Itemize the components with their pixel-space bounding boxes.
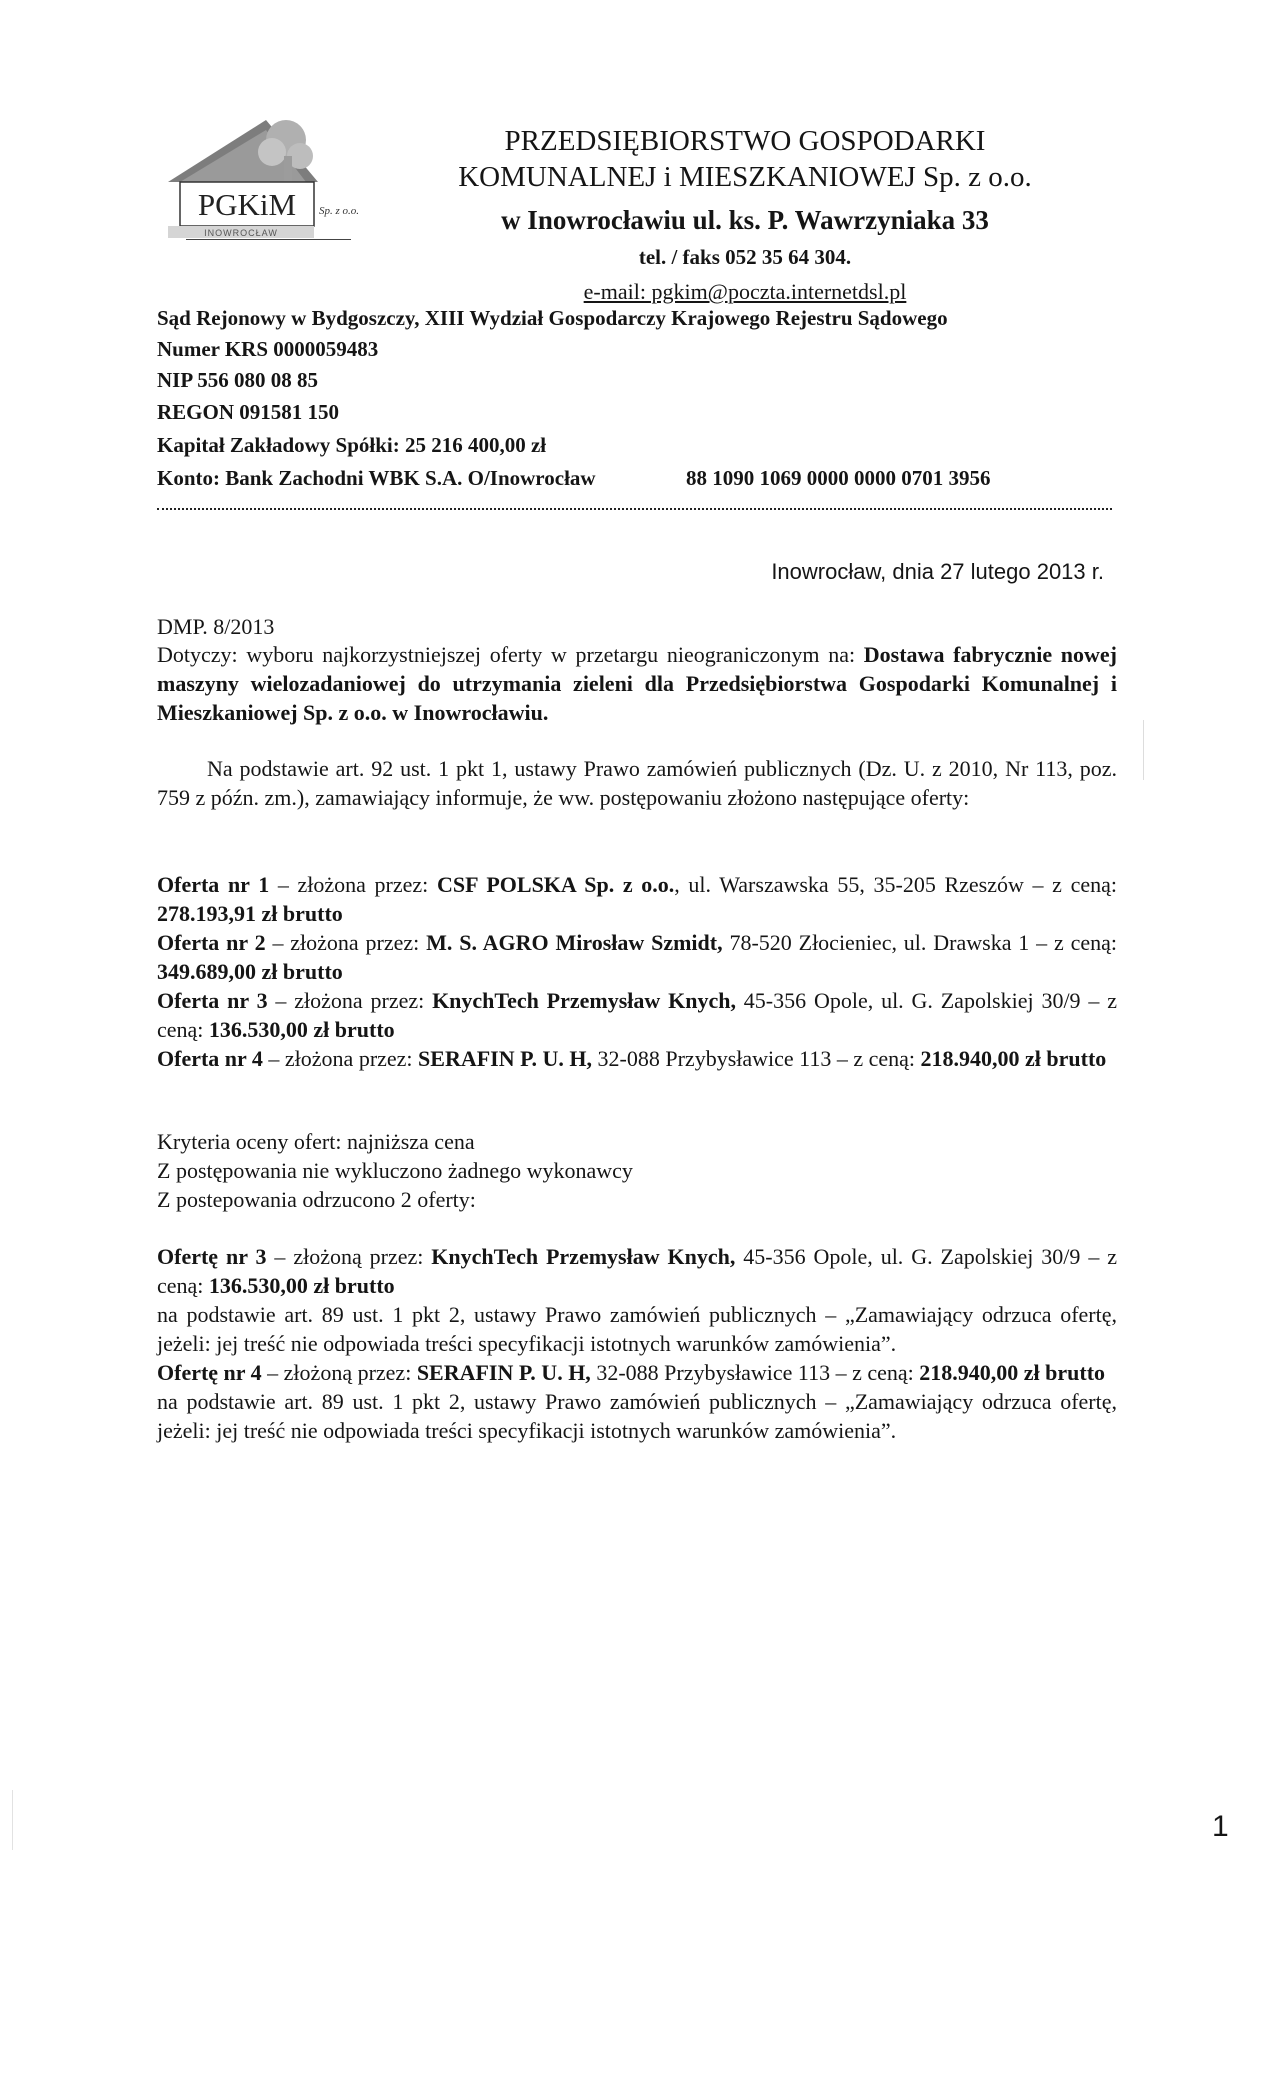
- rejected-by: – złożoną przez:: [266, 1244, 432, 1269]
- document-date: Inowrocław, dnia 27 lutego 2013 r.: [771, 559, 1104, 584]
- offer-label: Oferta nr 1: [157, 872, 270, 897]
- rejection-reason: na podstawie art. 89 ust. 1 pkt 2, ustawy Prawo zamówień publicznych – „Zamawiający odrzuca ofertę, jeżeli: jej treść nie odpowiada treści specyfikacji istotnych warunków zamówienia”.: [157, 1302, 1117, 1356]
- offer-company: M. S. AGRO Mirosław Szmidt,: [426, 930, 723, 955]
- subject-title: Dostawa fabrycznie nowej maszyny wielozadaniowej do utrzymania zieleni dla Przedsiębiorstwa Gospodarki Komunalnej i Mieszkaniowej Sp. z o.o. w Inowrocławiu.: [157, 642, 1117, 725]
- offer-item: [157, 1044, 1117, 1073]
- scan-artifact: [1143, 720, 1144, 780]
- offer-by: – złożona przez:: [267, 988, 433, 1013]
- logo-suffix: Sp. z o.o.: [319, 205, 360, 217]
- intro-text: Na podstawie art. 92 ust. 1 pkt 1, ustawy Prawo zamówień publicznych (Dz. U. z 2010, Nr 113, poz. 759 z późn. zm.), zamawiający informuje, że ww. postępowaniu złożono następujące oferty:: [157, 756, 1117, 810]
- rejection-reason: na podstawie art. 89 ust. 1 pkt 2, ustawy Prawo zamówień publicznych – „Zamawiający odrzuca ofertę, jeżeli: jej treść nie odpowiada treści specyfikacji istotnych warunków zamówienia”.: [157, 1389, 1117, 1443]
- offer-company: SERAFIN P. U. H,: [418, 1046, 593, 1071]
- nip-number: NIP 556 080 08 85: [157, 368, 319, 392]
- dotted-separator: [157, 498, 1112, 510]
- rejected-by: – złożoną przez:: [261, 1360, 417, 1385]
- rejected-offer: [157, 1242, 1117, 1300]
- rejected-company: SERAFIN P. U. H,: [416, 1360, 591, 1385]
- offer-item: [157, 870, 1117, 928]
- offer-company: CSF POLSKA Sp. z o.o.: [436, 872, 675, 897]
- subject-paragraph: [157, 640, 1117, 727]
- rejected-address: 45-356 Opole, ul. G. Zapolskiej 30/9 – z ceną:: [157, 1244, 1117, 1298]
- criteria-line: Kryteria oceny ofert: najniższa cena: [157, 1129, 475, 1154]
- rejected-price: 136.530,00 zł brutto: [208, 1273, 395, 1298]
- document-reference: DMP. 8/2013: [157, 614, 275, 639]
- offer-by: – złożona przez:: [265, 930, 427, 955]
- rejected-label: Ofertę nr 4: [157, 1360, 262, 1385]
- offer-label: Oferta nr 4: [157, 1046, 263, 1071]
- rejected-offer: [157, 1358, 1117, 1387]
- offer-address: 45-356 Opole, ul. G. Zapolskiej 30/9 – z ceną:: [157, 988, 1117, 1042]
- bank-account-label: Konto: Bank Zachodni WBK S.A. O/Inowrocław: [157, 466, 596, 490]
- rejected-address: 32-088 Przybysławice 113 – z ceną:: [590, 1360, 920, 1385]
- logo-text: PGKiM: [197, 187, 297, 222]
- intro-paragraph: [157, 754, 1117, 812]
- company-phone: tel. / faks 052 35 64 304.: [638, 245, 852, 269]
- rejected-label: Ofertę nr 3: [157, 1244, 267, 1269]
- offer-address: 78-520 Złocieniec, ul. Drawska 1 – z ceną:: [722, 930, 1118, 955]
- rejected-price: 218.940,00 zł brutto: [919, 1360, 1106, 1385]
- company-address: w Inowrocławiu ul. ks. P. Wawrzyniaka 33: [501, 205, 989, 235]
- offer-price: 136.530,00 zł brutto: [208, 1017, 395, 1042]
- company-name-line2: KOMUNALNEJ i MIESZKANIOWEJ Sp. z o.o.: [458, 161, 1032, 193]
- bank-account-number: 88 1090 1069 0000 0000 0701 3956: [686, 466, 991, 490]
- logo-graphic: [168, 112, 368, 244]
- offer-company: KnychTech Przemysław Knych,: [432, 988, 736, 1013]
- logo-subtext: INOWROCŁAW: [204, 228, 278, 238]
- company-email-link[interactable]: e-mail: pgkim@poczta.internetdsl.pl: [583, 279, 907, 304]
- offer-price: 218.940,00 zł brutto: [920, 1046, 1107, 1071]
- offer-address: 32-088 Przybysławice 113 – z ceną:: [592, 1046, 921, 1071]
- regon-number: REGON 091581 150: [157, 400, 340, 424]
- share-capital: Kapitał Zakładowy Spółki: 25 216 400,00 zł: [157, 433, 547, 457]
- offer-label: Oferta nr 2: [157, 930, 266, 955]
- offers-list: [157, 870, 1117, 1073]
- court-registry: Sąd Rejonowy w Bydgoszczy, XIII Wydział Gospodarczy Krajowego Rejestru Sądowego: [157, 306, 948, 330]
- criteria-line: Z postepowania odrzucono 2 oferty:: [157, 1187, 476, 1212]
- subject-prefix: Dotyczy: wyboru najkorzystniejszej oferty w przetargu nieograniczonym na:: [157, 642, 864, 667]
- logo-divider: [186, 239, 351, 240]
- page-number: 1: [1212, 1810, 1229, 1843]
- offer-by: – złożona przez:: [262, 1046, 419, 1071]
- offer-label: Oferta nr 3: [157, 988, 268, 1013]
- criteria-line: Z postępowania nie wykluczono żadnego wykonawcy: [157, 1158, 633, 1183]
- company-name-line1: PRZEDSIĘBIORSTWO GOSPODARKI: [504, 125, 986, 157]
- offer-by: – złożona przez:: [269, 872, 437, 897]
- offer-item: [157, 986, 1117, 1044]
- rejected-company: KnychTech Przemysław Knych,: [431, 1244, 736, 1269]
- criteria-section: [157, 1127, 1117, 1214]
- rejected-offers: [157, 1242, 1117, 1445]
- krs-number: Numer KRS 0000059483: [157, 337, 379, 361]
- offer-item: [157, 928, 1117, 986]
- offer-address: , ul. Warszawska 55, 35-205 Rzeszów – z ceną:: [674, 872, 1118, 897]
- offer-price: 349.689,00 zł brutto: [157, 959, 343, 984]
- company-logo: [168, 112, 368, 244]
- scan-artifact: [12, 1790, 13, 1850]
- offer-price: 278.193,91 zł brutto: [157, 901, 343, 926]
